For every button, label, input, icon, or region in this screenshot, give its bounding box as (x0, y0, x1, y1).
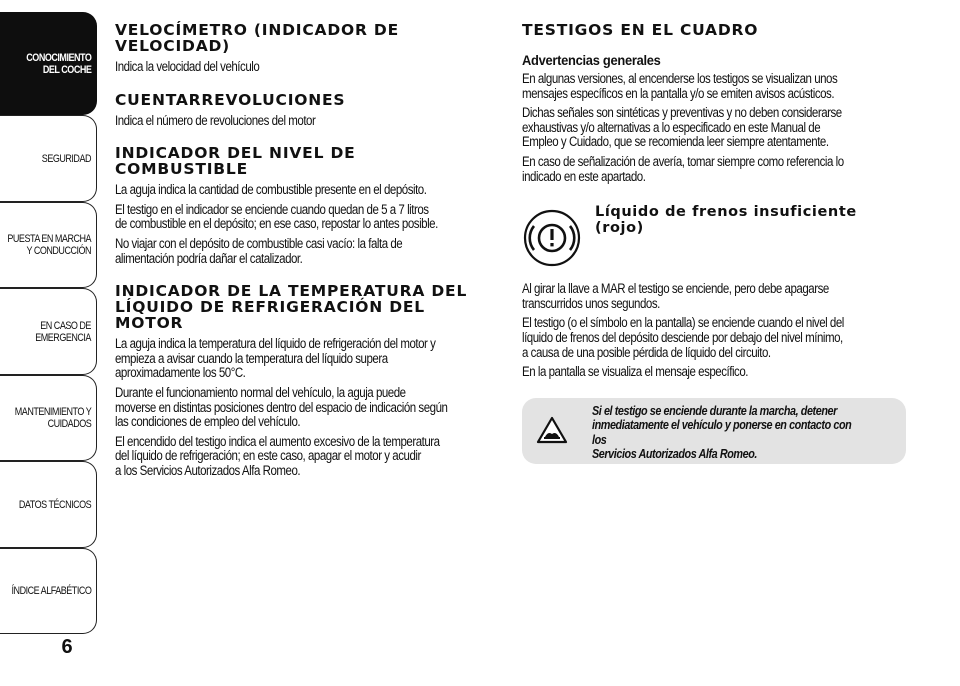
text-line: a causa de una posible pérdida de líquido del circuito. (522, 344, 771, 360)
title-line: Líquido de frenos insuficiente (595, 204, 857, 221)
text-line: Si el testigo se enciende durante la marcha, detener (592, 403, 837, 418)
subsection-title: Advertencias generales (522, 52, 661, 68)
tab-label (12, 52, 91, 76)
text-line: empieza a avisar cuando la temperatura del líquido supera (115, 350, 388, 366)
paragraph (115, 203, 499, 232)
text-line: inmediatamente el vehículo y ponerse en contacto con los (592, 418, 852, 447)
tab-datos-tecnicos[interactable] (0, 461, 97, 548)
tab-seguridad[interactable] (0, 115, 97, 202)
section-title-cuentarrevoluciones: CUENTARREVOLUCIONES (115, 90, 346, 109)
tab-label-line-1: PUESTA EN MARCHA (7, 233, 91, 245)
text-line: Durante el funcionamiento normal del vehículo, la aguja puede (115, 384, 406, 400)
text-line: El encendido del testigo indica el aumento excesivo de la temperatura (115, 433, 440, 449)
warning-triangle-icon (536, 416, 568, 444)
tab-label-line-1: MANTENIMIENTO Y (14, 406, 91, 418)
title-line: INDICADOR DE LA TEMPERATURA DEL (115, 282, 468, 301)
text-line: de combustible en el depósito; en ese caso, repostar lo antes posible. (115, 216, 438, 232)
text-line: del líquido de refrigeración; en este caso, apagar el motor y acudir (115, 448, 421, 464)
lamp-title (595, 204, 895, 236)
text-line: exhaustivas y/o alternativas a lo especificado en este Manual de (522, 119, 821, 135)
title-line: VELOCIDAD) (115, 37, 231, 55)
warning-note-text (592, 404, 867, 462)
tab-puesta-en-marcha[interactable] (0, 202, 97, 288)
text-line: líquido de frenos del depósito desciende por debajo del nivel mínimo, (522, 329, 843, 345)
text-line: El testigo en el indicador se enciende cuando quedan de 5 a 7 litros (115, 201, 429, 217)
title-line: COMBUSTIBLE (115, 160, 248, 179)
section-title-temperatura (115, 283, 500, 331)
paragraph (115, 337, 499, 381)
text-line: las condiciones de empleo del vehículo. (115, 414, 301, 430)
paragraph (522, 106, 905, 150)
tab-label-line-1: DATOS TÉCNICOS (18, 498, 91, 511)
tab-label-line-2: DEL COCHE (42, 63, 91, 76)
left-column (115, 22, 500, 484)
section-title-velocimetro (115, 22, 500, 54)
tab-label-line-2: CUIDADOS (47, 418, 91, 430)
text-line: alimentación podría dañar el catalizador. (115, 250, 303, 266)
title-line: (rojo) (595, 220, 644, 237)
text-line: aproximadamente los 50°C. (115, 365, 246, 381)
right-column (522, 22, 906, 464)
title-line: LÍQUIDO DE REFRIGERACIÓN DEL (115, 298, 425, 317)
text-line: a los Servicios Autorizados Alfa Romeo. (115, 462, 301, 478)
warning-note-box (522, 398, 906, 464)
page-number: 6 (61, 636, 73, 658)
tab-label-line-2: Y CONDUCCIÓN (26, 245, 91, 257)
text-line: Empleo y Cuidado, que se recomienda leer siempre atentamente. (522, 134, 829, 150)
tab-label (31, 153, 91, 165)
title-line: INDICADOR DEL NIVEL DE (115, 144, 356, 163)
tab-label-line-1: EN CASO DE (40, 319, 91, 332)
title-line: VELOCÍMETRO (INDICADOR DE (115, 21, 399, 39)
tab-mantenimiento[interactable] (0, 375, 97, 461)
paragraph: La aguja indica la cantidad de combustible presente en el depósito. (115, 182, 427, 198)
paragraph (522, 72, 905, 101)
text-line: moverse en distintas posiciones dentro del espacio de indicación según (115, 399, 448, 415)
tab-label (0, 233, 91, 257)
text-line: Al girar la llave a MAR el testigo se enciende, pero debe apagarse (522, 281, 829, 297)
text-line: transcurridos unos segundos. (522, 295, 660, 311)
paragraph (115, 386, 499, 430)
paragraph (115, 435, 499, 479)
paragraph: En la pantalla se visualiza el mensaje específico. (522, 364, 749, 380)
paragraph (522, 155, 905, 184)
title-line: MOTOR (115, 314, 184, 333)
tab-en-caso-de-emergencia[interactable] (0, 288, 97, 375)
text-line: indicado en este apartado. (522, 168, 646, 184)
tab-label (23, 320, 91, 344)
text-line: Servicios Autorizados Alfa Romeo. (592, 446, 757, 461)
section-title-combustible (115, 145, 500, 177)
paragraph (522, 316, 905, 360)
paragraph: Indica el número de revoluciones del motor (115, 112, 316, 128)
paragraph (522, 282, 905, 311)
brake-fluid-warning (522, 204, 906, 282)
tab-label (0, 406, 91, 430)
tab-label-line-1: CONOCIMIENTO (25, 51, 91, 64)
tab-label-line-1: SEGURIDAD (41, 152, 91, 165)
text-line: Dichas señales son sintéticas y preventivas y no deben considerarse (522, 105, 842, 121)
tab-indice-alfabetico[interactable] (0, 548, 97, 634)
section-title-testigos: TESTIGOS EN EL CUADRO (522, 21, 759, 39)
tab-label-line-2: EMERGENCIA (35, 331, 91, 344)
text-line: mensajes específicos en la pantalla y/o se emiten avisos acústicos. (522, 85, 835, 101)
text-line: La aguja indica la temperatura del líquido de refrigeración del motor y (115, 336, 436, 352)
brake-warning-icon (522, 208, 582, 268)
tab-conocimiento-del-coche[interactable] (0, 12, 97, 115)
chapter-sidebar (0, 0, 100, 686)
tab-label (3, 499, 91, 511)
tab-label (0, 585, 91, 597)
paragraph: Indica la velocidad del vehículo (115, 59, 260, 74)
text-line: En algunas versiones, al encenderse los testigos se visualizan unos (522, 71, 838, 86)
text-line: En caso de señalización de avería, tomar siempre como referencia lo (522, 153, 844, 169)
spacer (115, 80, 500, 92)
text-line: El testigo (o el símbolo en la pantalla) se enciende cuando el nivel del (522, 315, 844, 331)
text-line: No viajar con el depósito de combustible casi vacío: la falta de (115, 235, 403, 251)
tab-label-line-1: ÍNDICE ALFABÉTICO (11, 585, 91, 597)
paragraph (115, 237, 499, 266)
